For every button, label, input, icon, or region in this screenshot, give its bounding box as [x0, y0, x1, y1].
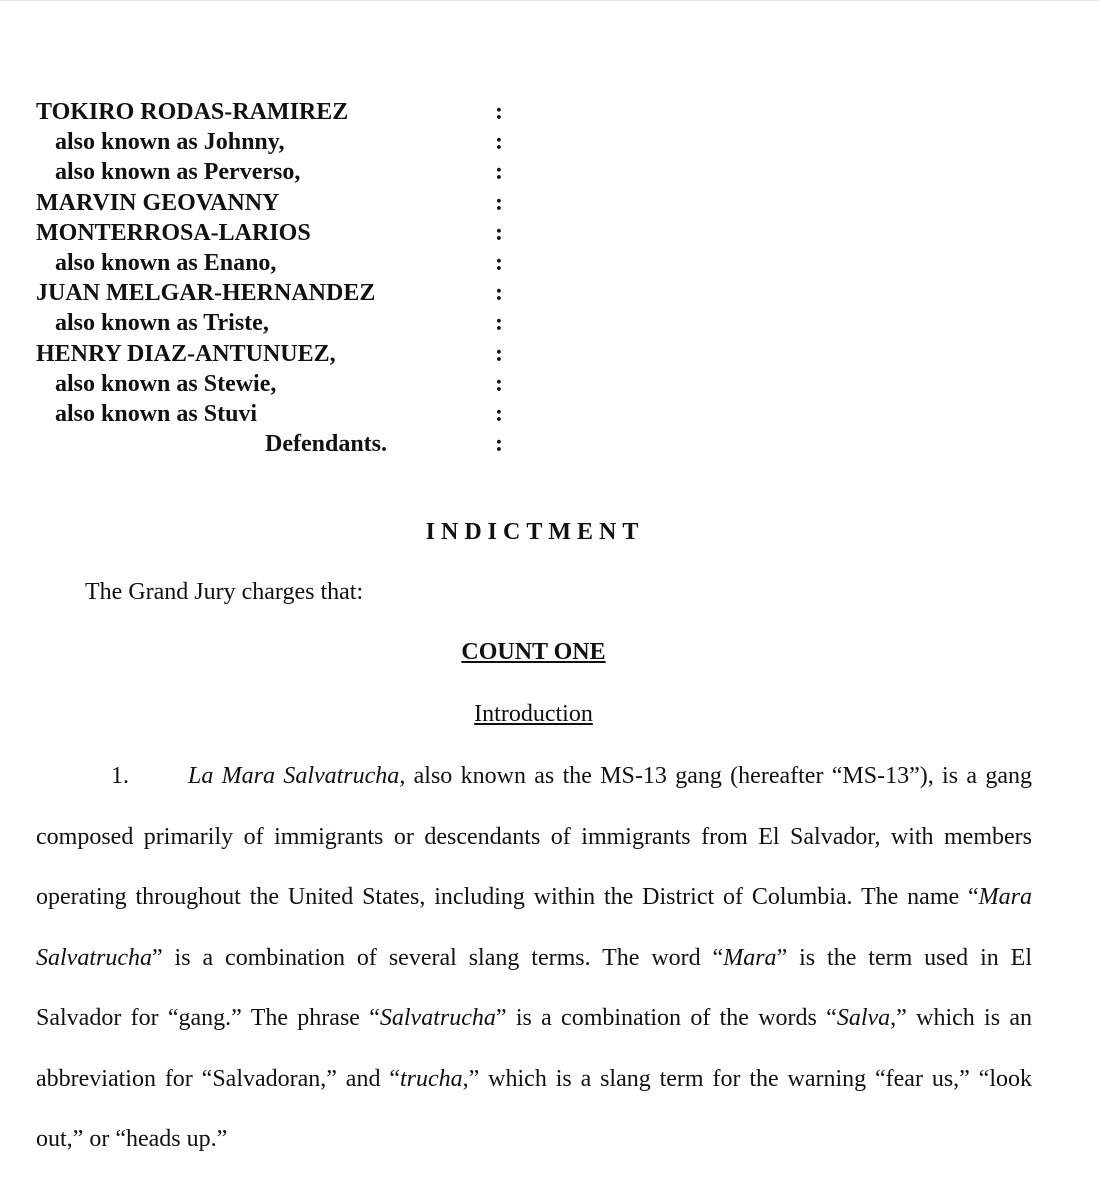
paragraph-text: operating throughout the United States, including within the District of Columbia. The name “ — [36, 884, 979, 910]
caption-line — [36, 248, 556, 278]
defendant-alias: also known as Enano, — [55, 249, 277, 276]
defendant-alias: also known as Stuvi — [55, 400, 258, 427]
defendant-name: TOKIRO RODAS-RAMIREZ — [36, 99, 349, 125]
paragraph-1 — [36, 761, 1032, 1185]
paragraph-text: out,” or “heads up.” — [36, 1126, 228, 1152]
paragraph-text: ” is a combination of the words “ — [495, 1005, 837, 1031]
caption-line — [36, 157, 556, 187]
paragraph-text: abbreviation for “Salvadoran,” and “ — [36, 1065, 400, 1092]
charges-line: The Grand Jury charges that: — [85, 579, 364, 605]
caption-colon: : — [495, 431, 503, 458]
defendants-label: Defendants. — [265, 431, 388, 458]
paragraph-line — [36, 761, 1032, 822]
case-caption — [36, 97, 556, 459]
paragraph-text: ,” which is an — [890, 1005, 1033, 1031]
defendant-alias: also known as Johnny, — [55, 129, 285, 156]
caption-colon: : — [495, 99, 503, 125]
caption-colon: : — [495, 280, 503, 307]
caption-line — [36, 399, 556, 429]
italic-term: Mara — [723, 944, 777, 971]
paragraph-line — [36, 1124, 1032, 1185]
paragraph-line — [36, 822, 1032, 883]
defendant-name: HENRY DIAZ-ANTUNUEZ, — [36, 340, 336, 367]
caption-colon: : — [495, 400, 503, 427]
caption-colon: : — [495, 219, 503, 246]
defendant-alias: also known as Perverso, — [55, 159, 301, 186]
caption-line — [36, 308, 556, 338]
paragraph-text: , also known as the MS-13 gang (hereafter “MS-13”), is a gang — [399, 763, 1033, 789]
caption-colon: : — [495, 370, 503, 397]
paragraph-line — [36, 1064, 1032, 1125]
defendant-alias: also known as Triste, — [55, 310, 269, 337]
italic-term: Salvatrucha — [379, 1005, 496, 1031]
caption-colon: : — [495, 159, 503, 186]
paragraph-text: composed primarily of immigrants or descendants of immigrants from El Salvador, with members — [36, 823, 1032, 850]
paragraph-text: Salvador for “gang.” The phrase “ — [36, 1005, 380, 1031]
paragraph-number: 1. — [111, 763, 129, 789]
section-heading: Introduction — [474, 701, 593, 727]
caption-line — [36, 188, 556, 218]
caption-colon: : — [495, 340, 503, 367]
italic-term: Salvatrucha — [36, 944, 152, 971]
italic-term: Mara — [978, 884, 1032, 910]
defendant-name: MONTERROSA-LARIOS — [36, 219, 311, 246]
count-heading: COUNT ONE — [461, 639, 606, 665]
caption-colon: : — [495, 249, 503, 276]
document-title: INDICTMENT — [425, 519, 645, 545]
paragraph-line — [36, 1003, 1032, 1064]
italic-term: La Mara Salvatrucha — [188, 763, 400, 789]
caption-line — [36, 278, 556, 308]
caption-line — [36, 97, 556, 127]
caption-line — [36, 369, 556, 399]
caption-colon: : — [495, 189, 503, 216]
paragraph-line — [36, 882, 1032, 943]
caption-line — [36, 339, 556, 369]
paragraph-line — [36, 943, 1032, 1004]
paragraph-text: ” is the term used in El — [776, 944, 1033, 971]
caption-colon: : — [495, 129, 503, 156]
defendant-name: MARVIN GEOVANNY — [36, 189, 280, 216]
defendant-name: JUAN MELGAR-HERNANDEZ — [36, 280, 376, 307]
caption-line — [36, 127, 556, 157]
caption-line — [36, 429, 556, 459]
caption-colon: : — [495, 310, 503, 337]
caption-line — [36, 218, 556, 248]
defendant-alias: also known as Stewie, — [55, 370, 277, 397]
italic-term: trucha — [399, 1065, 463, 1092]
paragraph-text: ,” which is a slang term for the warning “fear us,” “look — [462, 1065, 1032, 1092]
paragraph-text: ” is a combination of several slang terms. The word “ — [151, 944, 724, 971]
italic-term: Salva — [836, 1005, 891, 1031]
